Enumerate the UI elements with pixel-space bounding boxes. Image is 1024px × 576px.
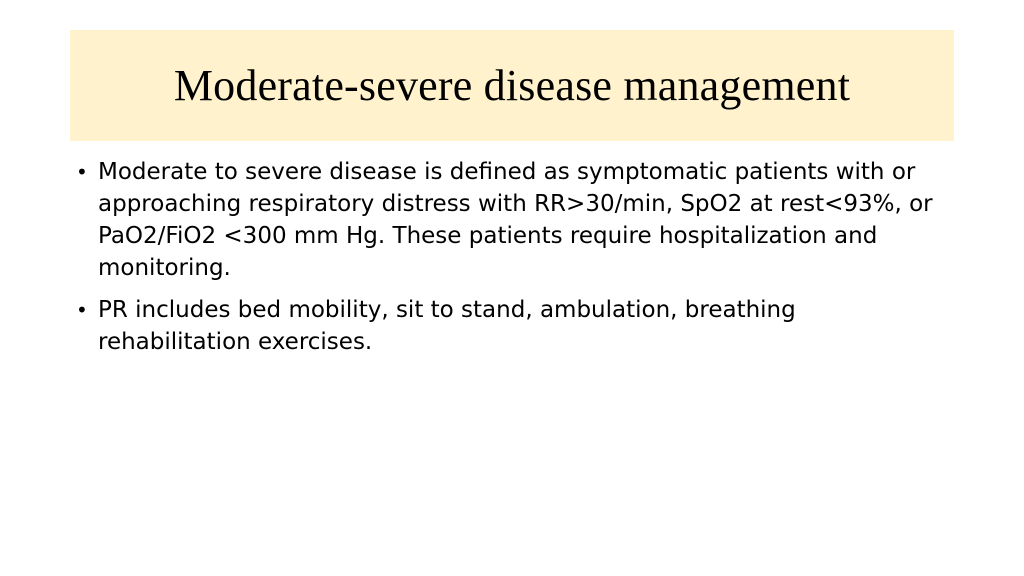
title-banner — [70, 30, 954, 141]
slide-title: Moderate-severe disease management — [173, 61, 851, 110]
bullet-marker: • — [76, 298, 88, 322]
bullet-item-definition — [76, 156, 948, 284]
bullet-list — [76, 156, 948, 368]
bullet-item-pr — [76, 294, 948, 358]
bullet-marker: • — [76, 160, 88, 184]
bullet-text: Moderate to severe disease is defined as symptomatic patients with or approaching respiratory distress with RR>30/min, SpO2 at rest<93%, or PaO2/FiO2 <300 mm Hg. These patients require hospitalization and monitoring. — [98, 159, 933, 281]
bullet-text: PR includes bed mobility, sit to stand, ambulation, breathing rehabilitation exercises. — [98, 297, 796, 355]
